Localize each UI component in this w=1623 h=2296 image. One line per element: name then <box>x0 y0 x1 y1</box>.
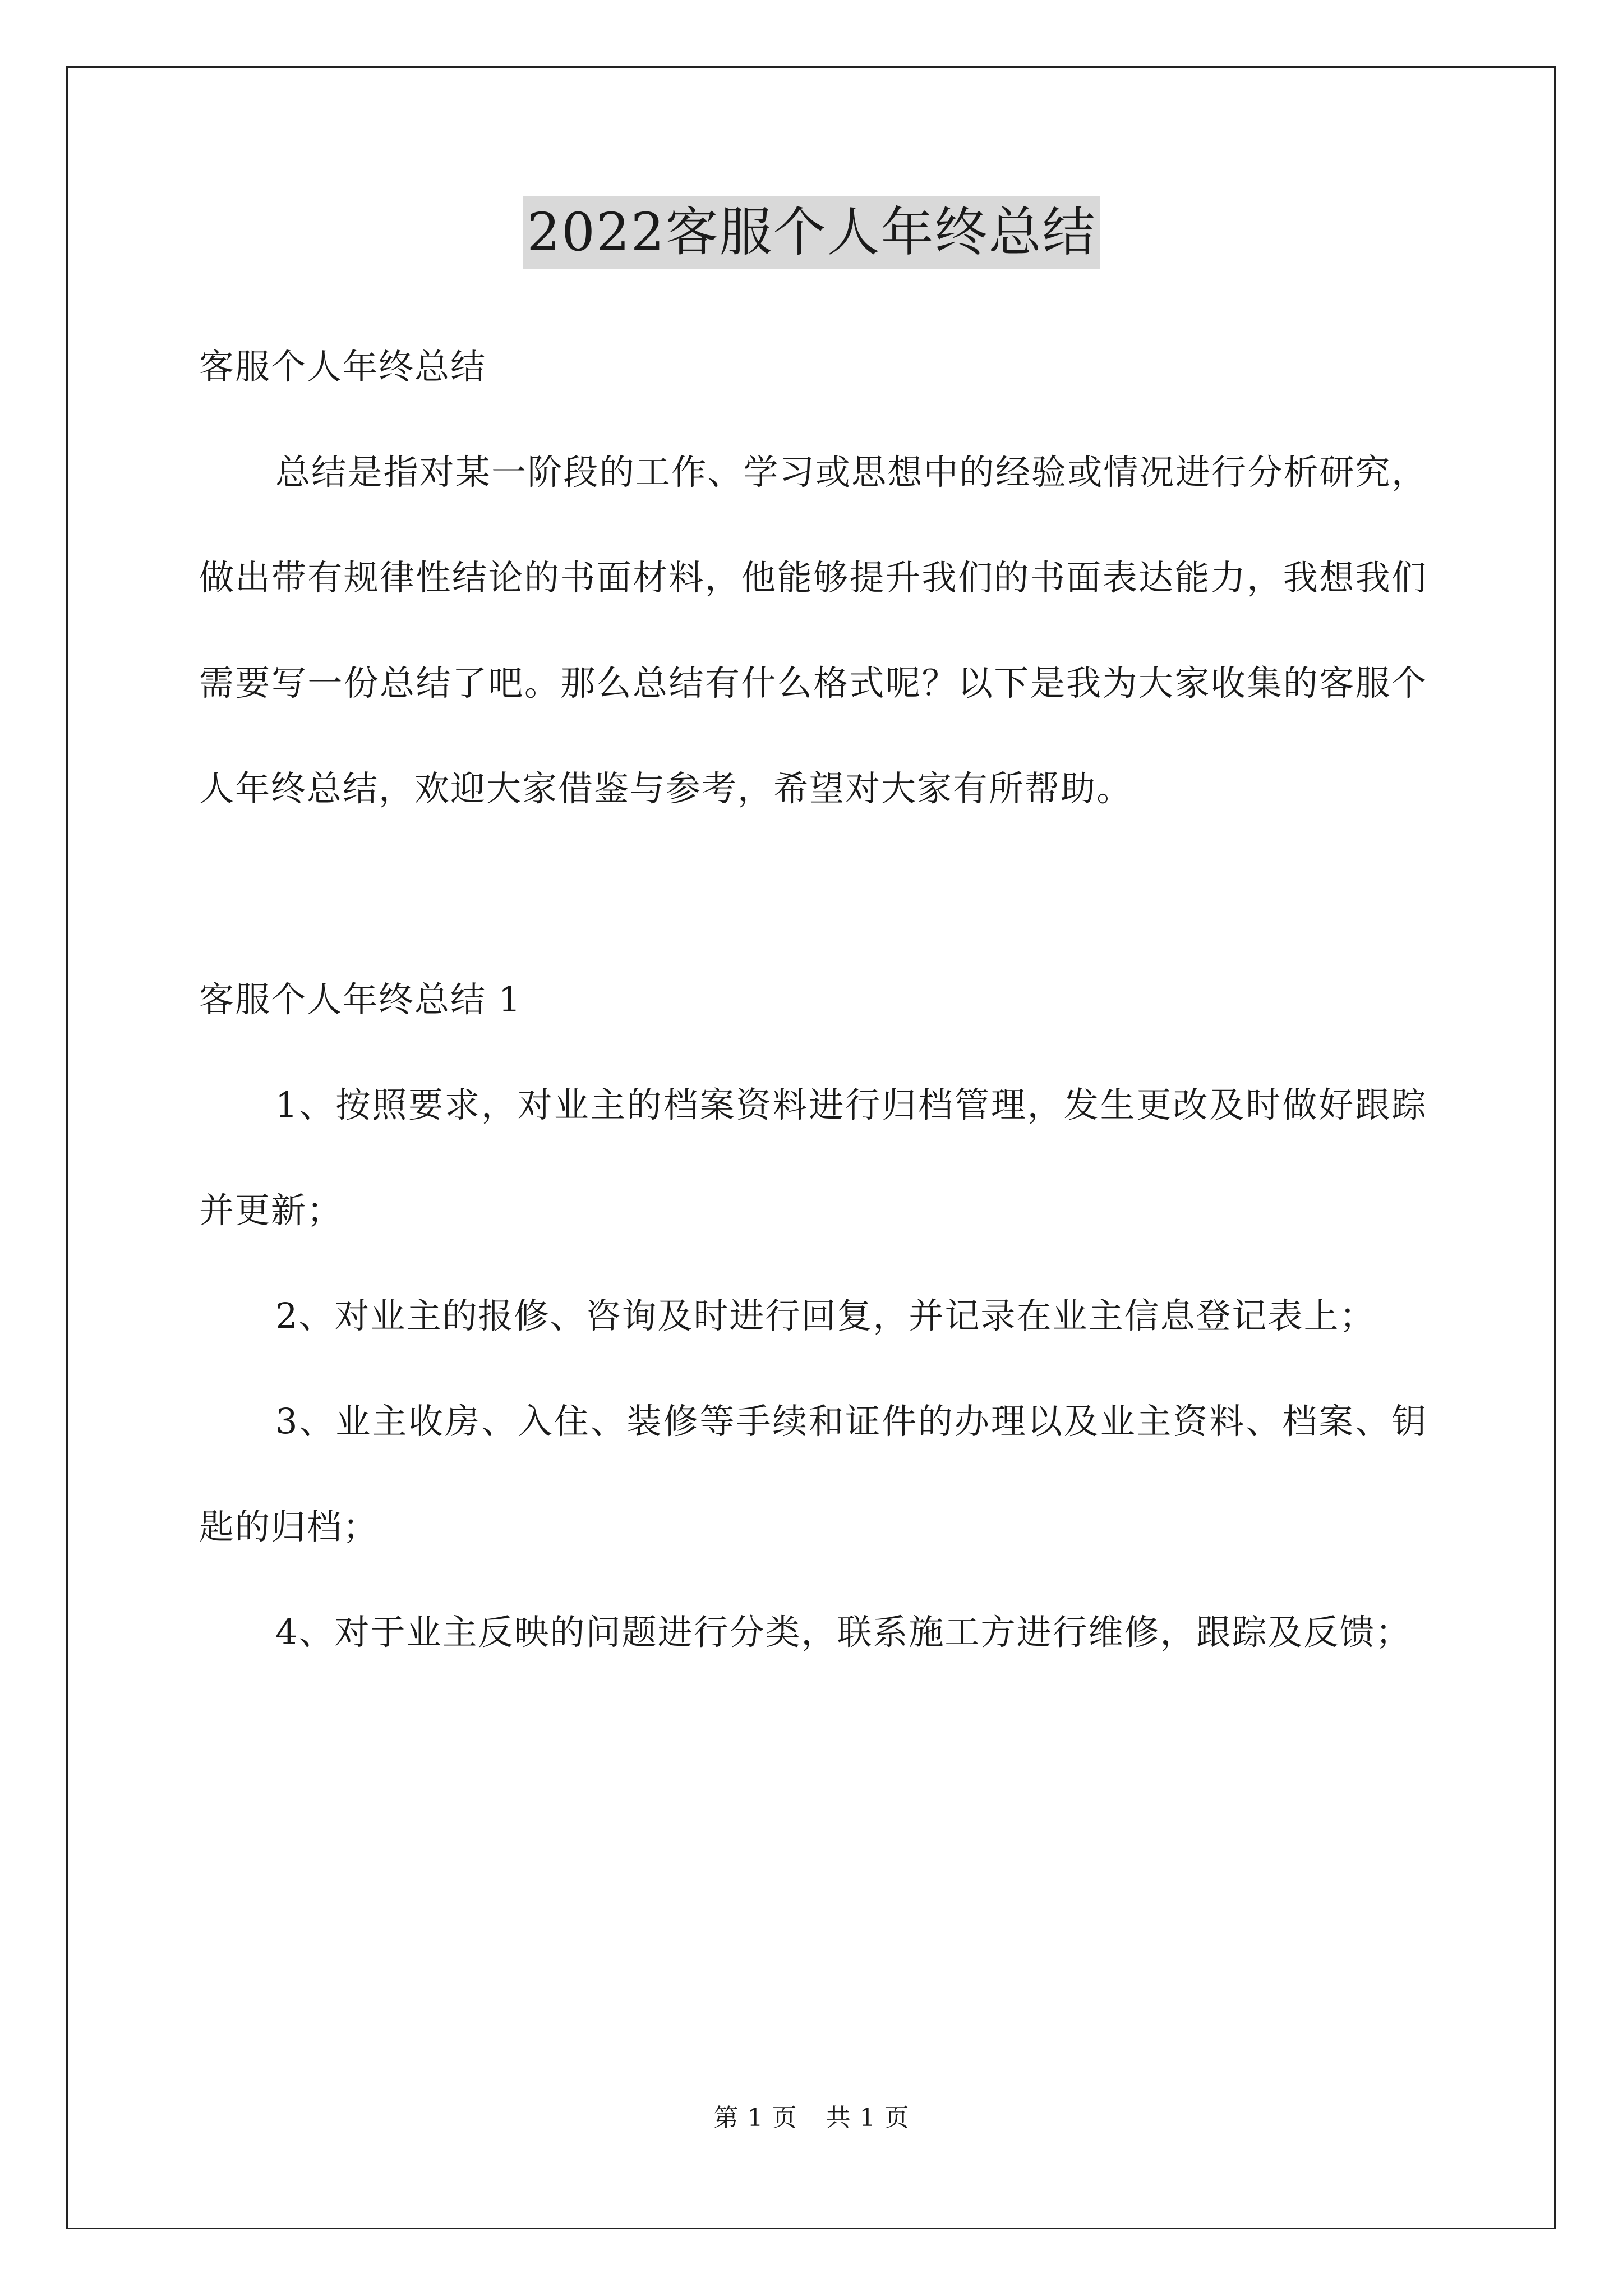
paragraph-gap <box>199 841 1427 947</box>
page-number-total: 共 1 页 <box>826 2104 910 2132</box>
page-number-current: 第 1 页 <box>713 2104 797 2132</box>
list-item: 1、按照要求，对业主的档案资料进行归档管理，发生更改及时做好跟踪并更新； <box>199 1084 1427 1231</box>
page-footer <box>0 2101 1623 2135</box>
title-container <box>0 196 1623 269</box>
list-item: 2、对业主的报修、咨询及时进行回复，并记录在业主信息登记表上； <box>275 1295 1376 1336</box>
intro-paragraph: 总结是指对某一阶段的工作、学习或思想中的经验或情况进行分析研究，做出带有规律性结论的书面材料，他能够提升我们的书面表达能力，我想我们需要写一份总结了吧。那么总结有什么格式呢？以下是我为大家收集的客服个人年终总结，欢迎大家借鉴与参考，希望对大家有所帮助。 <box>199 452 1427 809</box>
list-item: 4、对于业主反映的问题进行分类，联系施工方进行维修，跟踪及反馈； <box>275 1612 1412 1653</box>
document-body <box>199 314 1427 1685</box>
document-title: 2022客服个人年终总结 <box>523 196 1099 269</box>
section-heading: 客服个人年终总结 1 <box>199 979 522 1020</box>
list-item: 3、业主收房、入住、装修等手续和证件的办理以及业主资料、档案、钥匙的归档； <box>199 1401 1427 1547</box>
document-subtitle: 客服个人年终总结 <box>199 346 487 387</box>
